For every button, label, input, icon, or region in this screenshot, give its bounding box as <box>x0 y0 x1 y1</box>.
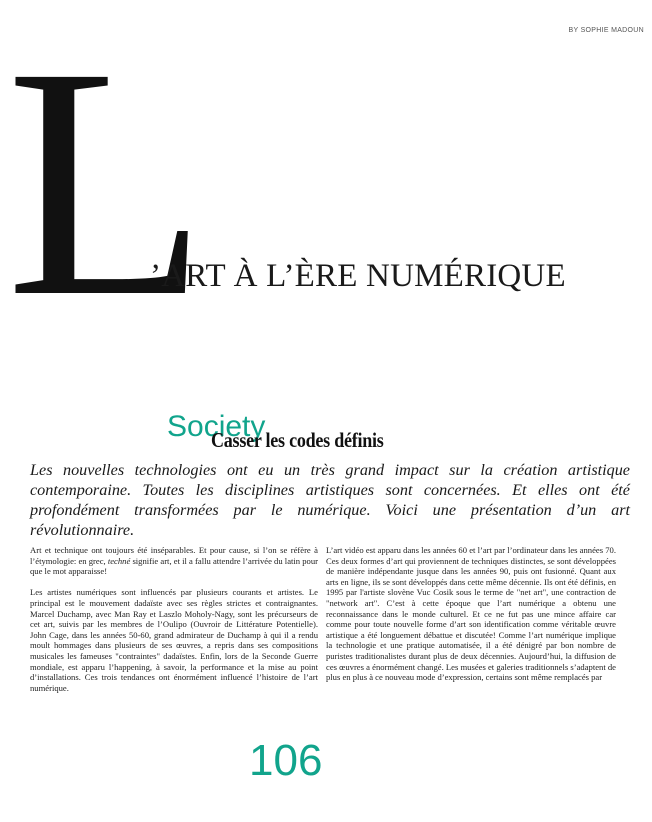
paragraph: Art et technique ont toujours été inséparables. Et pour cause, si l’on se réfère à l’étymologie: en grec, techné signifie art, et il a fallu attendre l’arrivée du latin pour que le mot apparaisse! <box>30 545 318 577</box>
paragraph: Les artistes numériques sont influencés par plusieurs courants et artistes. Le principal est le mouvement dadaïste avec ses règles strictes et contraignantes. Marcel Duchamp, avec Man Ray et Laszlo Moholy-Nagy, sont les précurseurs de cet art, suivis par les membres de l’Oulipo (Ouvroir de Littérature Potentielle). John Cage, dans les années 50-60, grand admirateur de Duchamp à qui il a rendu moult hommages dans plusieurs de ses œuvres, a repris dans ses compositions musicales les fameuses "contraintes" dadaïstes. Enfin, lors de la Seconde Guerre mondiale, est apparu l’happening, à savoir, la performance et la mise au point d’installations. Ces trois tendances ont énormément influencé l’histoire de l’art numérique. <box>30 587 318 693</box>
section-label: Society <box>167 410 266 443</box>
subtitle: Casser les codes définis <box>211 428 384 452</box>
paragraph: L’art vidéo est apparu dans les années 60 et l’art par l’ordinateur dans les années 70. Ces deux formes d’art qui proviennent de techniques distinctes, se sont développées de manière indépendante jusque dans les années 90, puis ont fusionné. Quant aux arts en ligne, ils se sont développés dans cette même décennie. Ils ont été définis, en 1995 par l'artiste slovène Vuc Cosik sous le terme de "net art", une contraction de "network art". C’est à cette époque que l’art numérique a obtenu une reconnaissance dans le monde culturel. Et ce ne fut pas une mince affaire car comme pour toute nouvelle forme d’art son identification comme véritable œuvre artistique a été longuement débattue et discutée! Comme l’art numérique implique la technologie et une pratique automatisée, il a été dénigré par bon nombre de puristes traditionalistes durant plus de deux décennies. Aujourd’hui, la diffusion de ces œuvres a énormément changé. Les musées et galeries traditionnels s’adaptent de plus en plus à ce nouveau mode d’expression, certains sont même remplacés par <box>326 545 616 683</box>
article-column-left <box>30 545 318 704</box>
page-title: ’ART À L’ÈRE NUMÉRIQUE <box>150 258 566 294</box>
byline: BY SOPHIE MADOUN <box>568 27 644 34</box>
page-number: 106 <box>249 736 323 785</box>
lead-paragraph: Les nouvelles technologies ont eu un très grand impact sur la création artistique contemporaine. Toutes les disciplines artistiques sont concernées. Et elles ont été profondément transformées par le numérique. Voici une présentation d’un art révolutionnaire. <box>30 461 630 539</box>
article-column-right <box>326 545 616 693</box>
drop-cap: L <box>6 0 208 365</box>
emphasis-word: techné <box>107 555 131 566</box>
